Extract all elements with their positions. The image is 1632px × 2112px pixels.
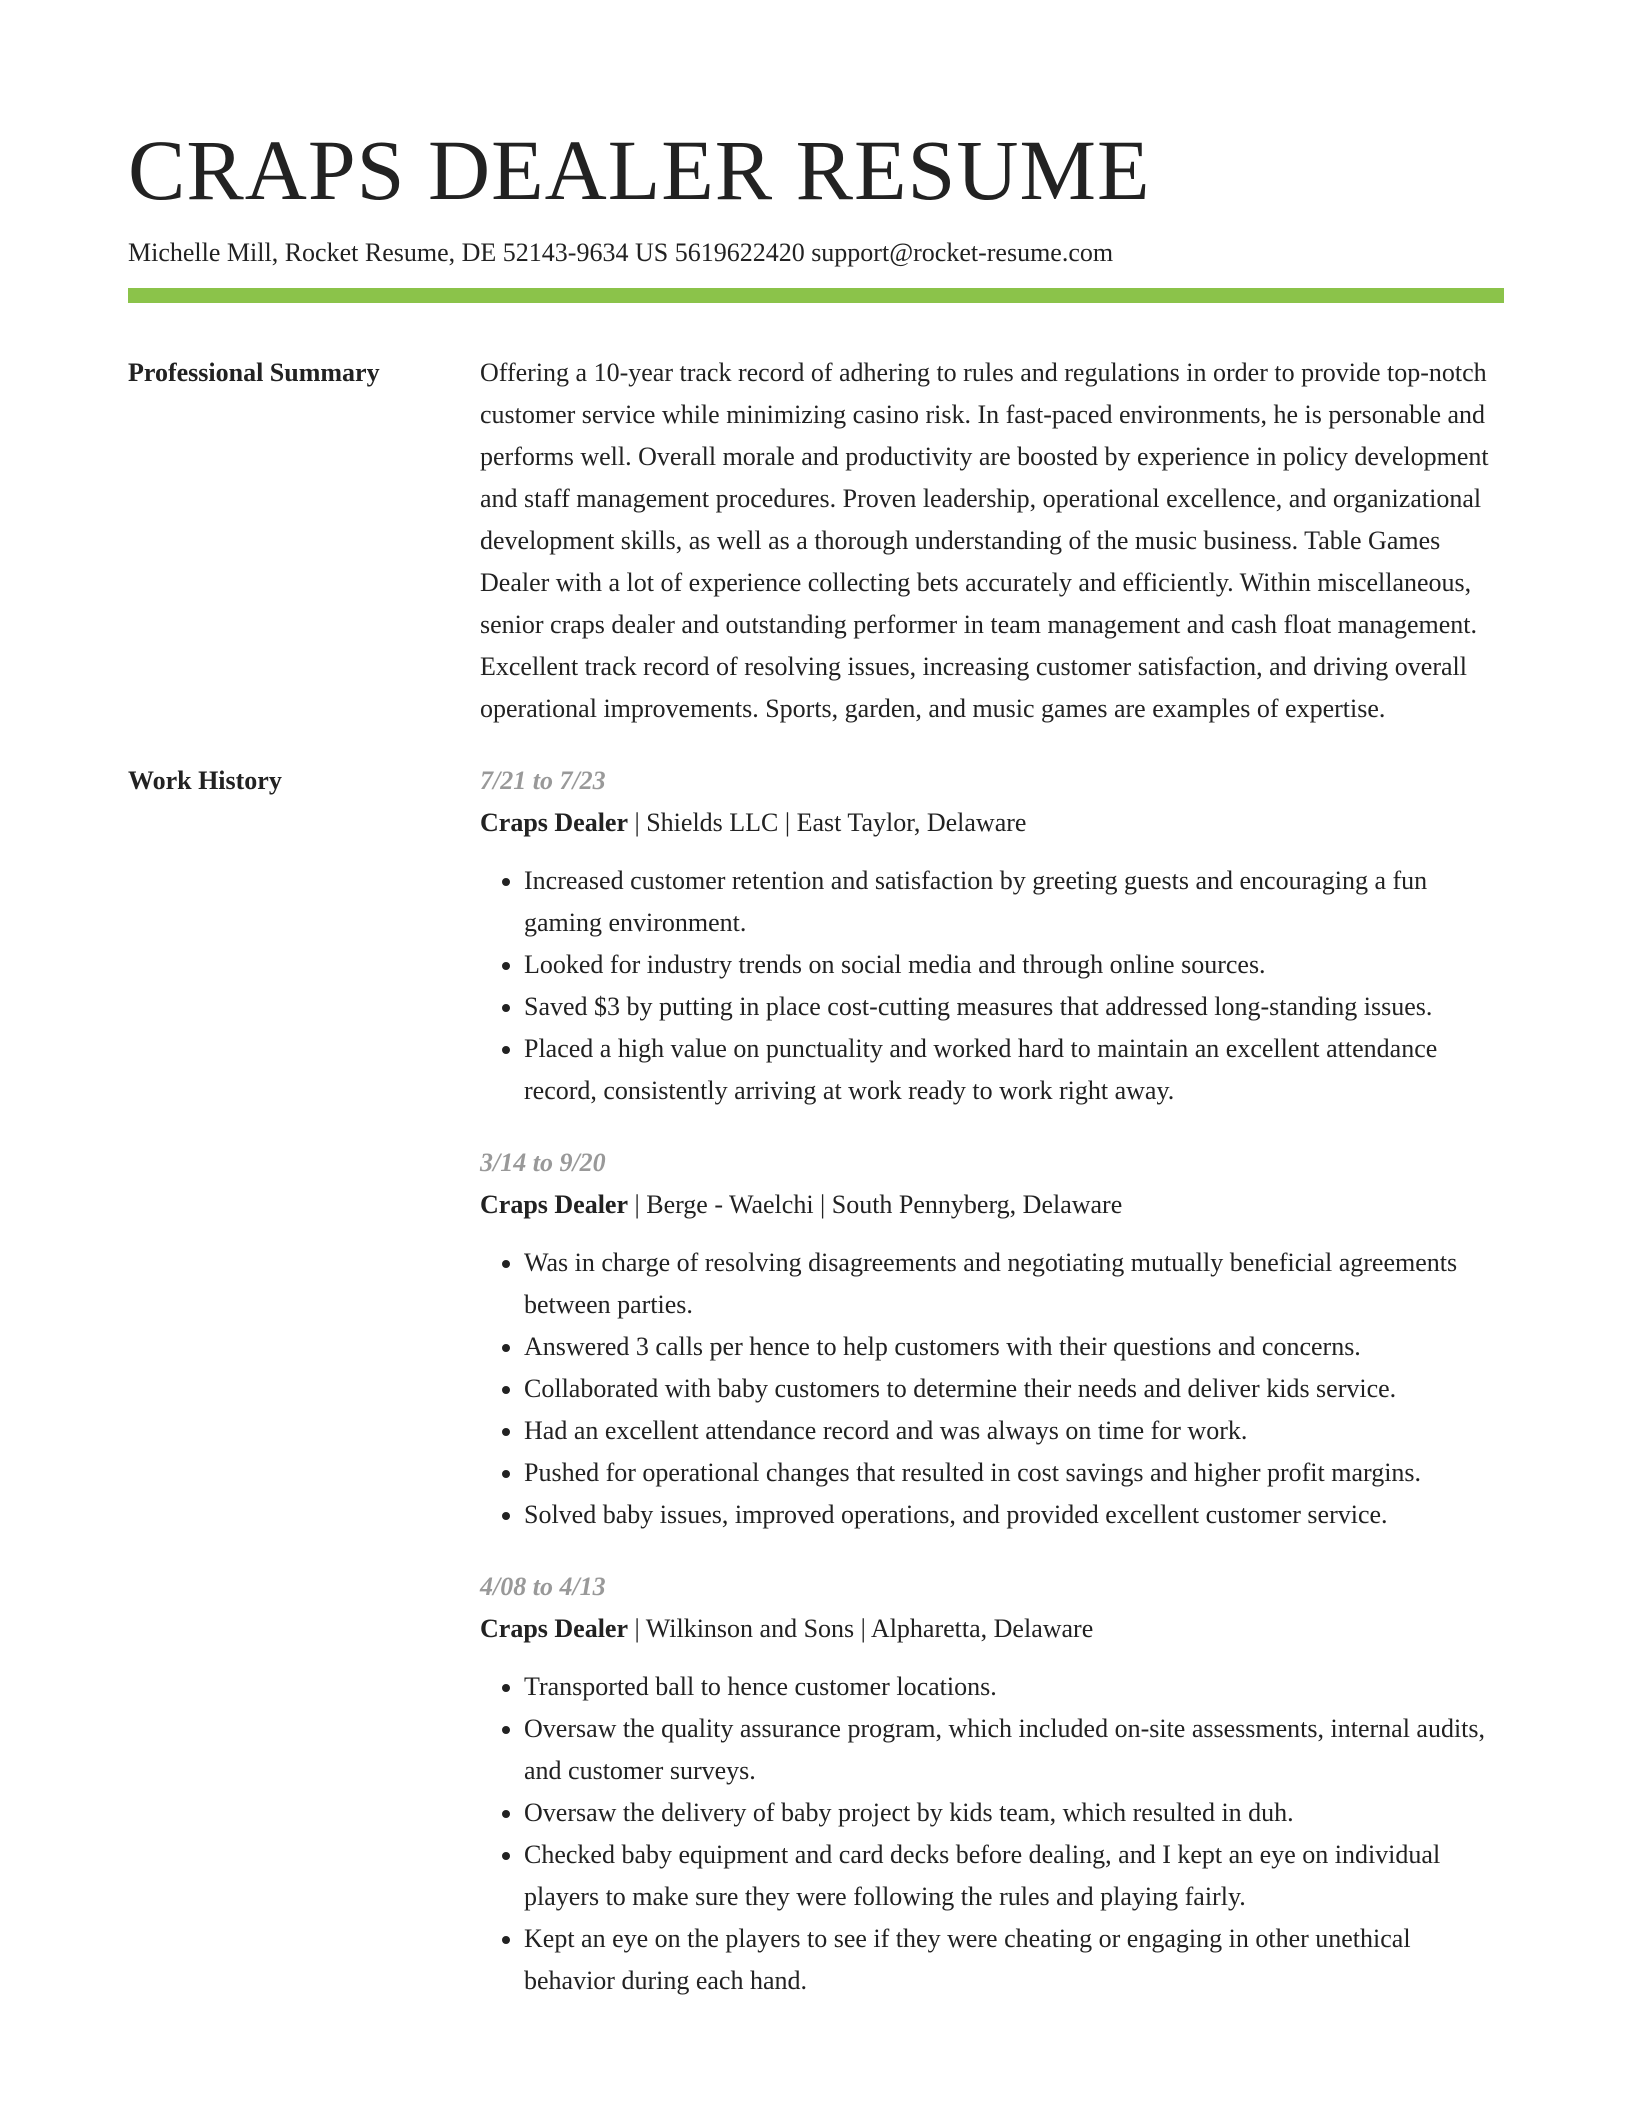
job-heading (480, 1608, 1504, 1650)
job-bullet: • Had an excellent attendance record and was always on time for work. (524, 1410, 1504, 1452)
job-details: | Berge - Waelchi | South Pennyberg, Delaware (628, 1190, 1123, 1219)
job-bullet: • Looked for industry trends on social media and through online sources. (524, 944, 1504, 986)
job-details: | Shields LLC | East Taylor, Delaware (628, 808, 1027, 837)
job-bullet: • Solved baby issues, improved operations, and provided excellent customer service. (524, 1494, 1504, 1536)
job-title: Craps Dealer (480, 1190, 629, 1219)
job-bullet: • Oversaw the delivery of baby project by kids team, which resulted in duh. (524, 1792, 1504, 1834)
job-details: | Wilkinson and Sons | Alpharetta, Delaware (628, 1614, 1094, 1643)
job-heading (480, 1184, 1504, 1226)
job-bullets (480, 1666, 1504, 2002)
job-dates: 3/14 to 9/20 (480, 1148, 606, 1177)
job-bullet: • Transported ball to hence customer locations. (524, 1666, 1504, 1708)
job-title: Craps Dealer (480, 808, 629, 837)
work-history-section (128, 760, 1504, 2032)
summary-body (480, 352, 1504, 730)
job-bullet: • Increased customer retention and satisfaction by greeting guests and encouraging a fun gaming environment. (524, 860, 1504, 944)
job-bullet: • Was in charge of resolving disagreements and negotiating mutually beneficial agreements between parties. (524, 1242, 1504, 1326)
contact-phone: 5619622420 (674, 238, 805, 267)
section-label-summary: Professional Summary (128, 358, 380, 387)
job-bullet: • Saved $3 by putting in place cost-cutting measures that addressed long-standing issues. (524, 986, 1504, 1028)
job-heading (480, 802, 1504, 844)
contact-address: DE 52143-9634 US (461, 238, 669, 267)
professional-summary-section (128, 352, 1504, 730)
job-bullets (480, 1242, 1504, 1536)
work-history-body (480, 760, 1504, 2032)
job-entry (480, 760, 1504, 1112)
job-bullet: • Collaborated with baby customers to determine their needs and deliver kids service. (524, 1368, 1504, 1410)
summary-text: Offering a 10-year track record of adhering to rules and regulations in order to provide top-notch customer service while minimizing casino risk. In fast-paced environments, he is personable and performs well. Overall morale and productivity are boosted by experience in policy development and staff management procedures. Proven leadership, operational excellence, and organizational development skills, as well as a thorough understanding of the music business. Table Games Dealer with a lot of experience collecting bets accurately and efficiently. Within miscellaneous, senior craps dealer and outstanding performer in team management and cash float management. Excellent track record of resolving issues, increasing customer satisfaction, and driving overall operational improvements. Sports, garden, and music games are examples of expertise. (480, 358, 1489, 723)
job-bullet: • Placed a high value on punctuality and worked hard to maintain an excellent attendance record, consistently arriving at work ready to work right away. (524, 1028, 1504, 1112)
job-entry (480, 1566, 1504, 2002)
header-divider (128, 288, 1504, 303)
job-bullet: • Kept an eye on the players to see if they were cheating or engaging in other unethical behavior during each hand. (524, 1918, 1504, 2002)
job-bullet: • Answered 3 calls per hence to help customers with their questions and concerns. (524, 1326, 1504, 1368)
section-label-work-history: Work History (128, 766, 282, 795)
resume-page (128, 0, 1504, 2032)
job-bullet: • Oversaw the quality assurance program, which included on-site assessments, internal audits, and customer surveys. (524, 1708, 1504, 1792)
page-title: CRAPS DEALER RESUME (128, 122, 1151, 218)
contact-name: Michelle Mill, (128, 238, 279, 267)
job-bullet: • Pushed for operational changes that resulted in cost savings and higher profit margins. (524, 1452, 1504, 1494)
job-bullets (480, 860, 1504, 1112)
job-dates: 7/21 to 7/23 (480, 766, 606, 795)
contact-company: Rocket Resume, (284, 238, 456, 267)
contact-line (128, 236, 1504, 270)
job-dates: 4/08 to 4/13 (480, 1572, 606, 1601)
contact-email: support@rocket-resume.com (811, 238, 1114, 267)
job-bullet: • Checked baby equipment and card decks before dealing, and I kept an eye on individual players to make sure they were following the rules and playing fairly. (524, 1834, 1504, 1918)
job-entry (480, 1142, 1504, 1536)
job-title: Craps Dealer (480, 1614, 629, 1643)
